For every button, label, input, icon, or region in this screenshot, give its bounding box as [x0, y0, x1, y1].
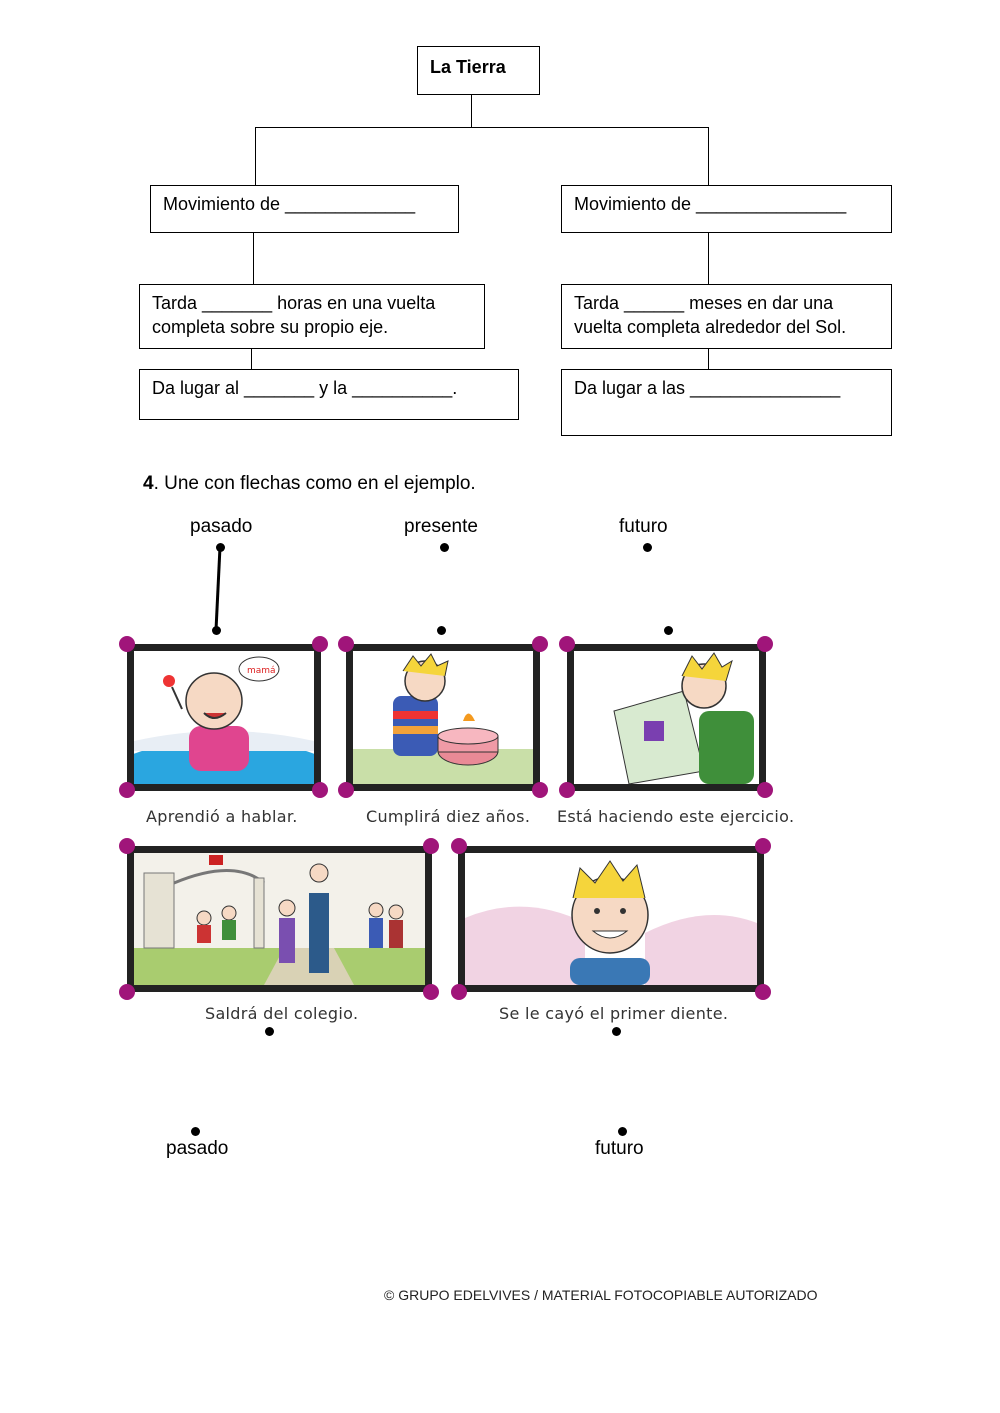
exercise-instruction: [143, 473, 476, 495]
bottom-label-futuro: futuro: [595, 1138, 644, 1159]
frame-corner: [757, 636, 773, 652]
connect-dot[interactable]: [618, 1127, 627, 1136]
connect-dot[interactable]: [437, 626, 446, 635]
frame-corner: [755, 984, 771, 1000]
top-label-futuro: futuro: [619, 516, 668, 537]
connect-dot[interactable]: [643, 543, 652, 552]
frame-corner: [338, 636, 354, 652]
frame-corner: [755, 838, 771, 854]
right-effect-box: [561, 369, 892, 436]
connector-line: [253, 233, 254, 285]
caption-cumplira: Cumplirá diez años.: [366, 807, 531, 826]
left-effect-text: Da lugar al _______ y la __________.: [152, 378, 458, 398]
connector-line: [708, 233, 709, 285]
connect-dot[interactable]: [440, 543, 449, 552]
root-box: [417, 46, 540, 95]
right-movement-box: [561, 185, 892, 233]
picture-birthday: [346, 644, 540, 791]
copyright-footer: © GRUPO EDELVIVES / MATERIAL FOTOCOPIABLE AUTORIZADO: [384, 1287, 818, 1303]
top-label-pasado: pasado: [190, 516, 253, 537]
connect-dot[interactable]: [612, 1027, 621, 1036]
frame-corner: [559, 636, 575, 652]
frame-corner: [119, 838, 135, 854]
right-duration-text: Tarda ______ meses en dar una vuelta completa alrededor del Sol.: [574, 293, 847, 337]
left-movement-text: Movimiento de _____________: [163, 194, 416, 214]
connector-line: [251, 349, 252, 370]
connect-dot[interactable]: [664, 626, 673, 635]
frame-corner: [559, 782, 575, 798]
frame-corner: [532, 782, 548, 798]
right-movement-text: Movimiento de _______________: [574, 194, 847, 214]
connect-dot[interactable]: [191, 1127, 200, 1136]
left-movement-box: [150, 185, 459, 233]
connect-dot[interactable]: [212, 626, 221, 635]
right-duration-box: [561, 284, 892, 349]
frame-corner: [451, 984, 467, 1000]
picture-homework: [567, 644, 766, 791]
frame-corner: [119, 636, 135, 652]
frame-corner: [338, 782, 354, 798]
top-label-presente: presente: [404, 516, 478, 537]
left-duration-box: [139, 284, 485, 349]
connect-dot[interactable]: [216, 543, 225, 552]
frame-corner: [532, 636, 548, 652]
frame-corner: [451, 838, 467, 854]
left-duration-text: Tarda _______ horas en una vuelta completa sobre su propio eje.: [152, 293, 436, 337]
speech-bubble-text: mamá: [247, 666, 276, 676]
bottom-label-pasado: pasado: [166, 1138, 229, 1159]
connector-line: [708, 349, 709, 370]
right-effect-text: Da lugar a las _______________: [574, 378, 841, 398]
caption-esta-haciendo: Está haciendo este ejercicio.: [557, 807, 795, 826]
connector-line: [708, 127, 709, 186]
root-title: La Tierra: [430, 57, 506, 77]
frame-corner: [312, 782, 328, 798]
picture-school: [127, 846, 432, 992]
frame-corner: [757, 782, 773, 798]
caption-primer-diente: Se le cayó el primer diente.: [499, 1004, 729, 1023]
picture-tooth: [458, 846, 764, 992]
left-effect-box: [139, 369, 519, 420]
picture-baby: [127, 644, 321, 791]
connect-dot[interactable]: [265, 1027, 274, 1036]
exercise-number: 4: [143, 473, 154, 494]
frame-corner: [423, 984, 439, 1000]
connector-line: [471, 95, 472, 128]
connector-line: [255, 127, 256, 186]
connector-line: [255, 127, 709, 128]
frame-corner: [423, 838, 439, 854]
caption-saldra: Saldrá del colegio.: [205, 1004, 359, 1023]
frame-corner: [119, 984, 135, 1000]
frame-corner: [119, 782, 135, 798]
frame-corner: [312, 636, 328, 652]
instruction-text: . Une con flechas como en el ejemplo.: [153, 473, 476, 494]
caption-aprendio: Aprendió a hablar.: [146, 807, 298, 826]
